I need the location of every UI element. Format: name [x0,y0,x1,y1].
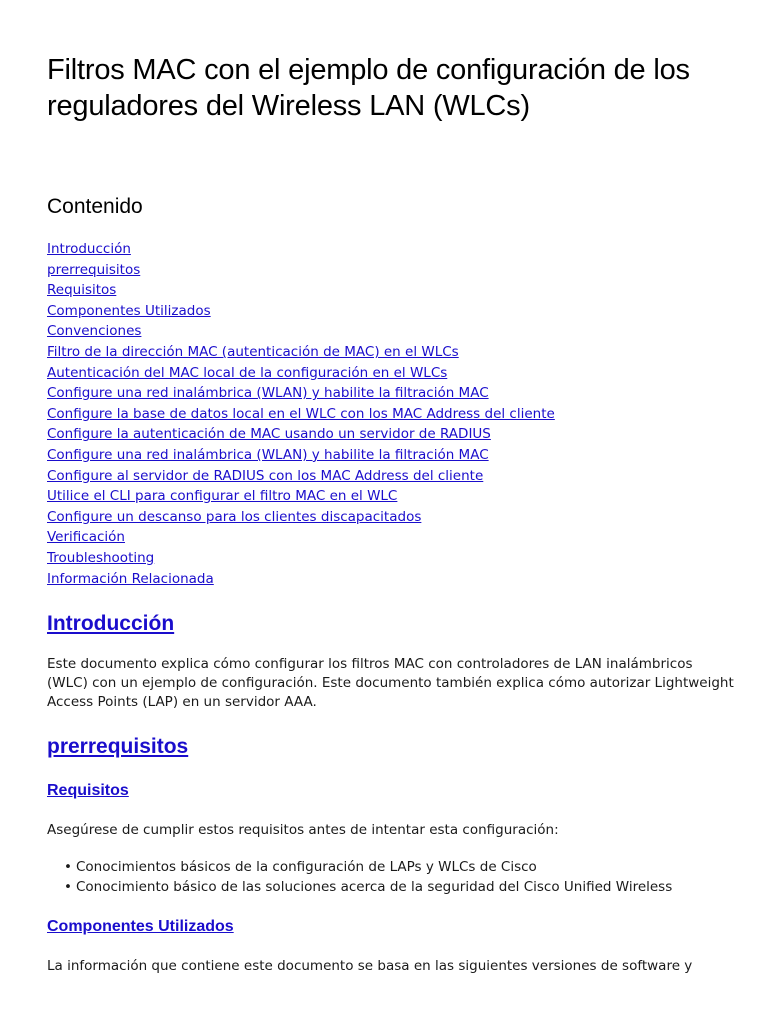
toc-item [47,383,555,404]
requisitos-paragraph: Asegúrese de cumplir estos requisitos antes de intentar esta configuración: [47,822,559,838]
table-of-contents [47,239,555,589]
list-item-text: Conocimientos básicos de la configuración de LAPs y WLCs de Cisco [76,859,537,875]
toc-link-convenciones[interactable]: Convenciones [47,323,142,340]
toc-link-requisitos[interactable]: Requisitos [47,282,117,299]
toc-item [47,239,555,260]
toc-item [47,404,555,425]
toc-link-verificacion[interactable]: Verificación [47,529,125,546]
toc-item [47,301,555,322]
toc-item [47,260,555,281]
toc-item [47,569,555,590]
introduccion-paragraph: Este documento explica cómo configurar los filtros MAC con controladores de LAN inalámbricos (WLC) con un ejemplo de configuración. Este documento también explica cómo autorizar Lightweight Access Points (LAP) en un servidor AAA. [47,656,734,710]
componentes-heading-link[interactable]: Componentes Utilizados [47,918,234,935]
section-heading-prerrequisitos [47,733,188,761]
toc-item [47,321,555,342]
section-heading-introduccion [47,610,174,638]
toc-link-introduccion[interactable]: Introducción [47,241,131,257]
list-item [47,857,672,877]
toc-link-configure-wlan-1[interactable]: Configure una red inalámbrica (WLAN) y habilite la filtración MAC [47,385,489,402]
toc-link-prerrequisitos[interactable]: prerrequisitos [47,261,141,278]
toc-item [47,548,555,569]
toc-link-autenticacion-local[interactable]: Autenticación del MAC local de la configuración en el WLCs [47,364,448,381]
toc-link-descanso[interactable]: Configure un descanso para los clientes discapacitados [47,508,422,525]
toc-link-troubleshooting[interactable]: Troubleshooting [47,549,155,566]
introduccion-heading-link[interactable]: Introducción [47,612,175,635]
document-title: Filtros MAC con el ejemplo de configuración de los reguladores del Wireless LAN (WLCs) [47,54,690,122]
toc-link-cli-filtro[interactable]: Utilice el CLI para configurar el filtro MAC en el WLC [47,488,398,505]
toc-item [47,486,555,507]
toc-link-filtro-mac[interactable]: Filtro de la dirección MAC (autenticación de MAC) en el WLCs [47,343,459,360]
bullet-icon: • [64,879,72,895]
toc-item [47,445,555,466]
section-heading-requisitos [47,780,129,802]
prerrequisitos-heading-link[interactable]: prerrequisitos [47,735,189,758]
componentes-paragraph: La información que contiene este documento se basa en las siguientes versiones de software y [47,958,693,974]
toc-item [47,424,555,445]
toc-link-autenticacion-radius[interactable]: Configure la autenticación de MAC usando un servidor de RADIUS [47,426,491,443]
toc-heading: Contenido [47,195,143,218]
toc-item [47,466,555,487]
toc-item [47,363,555,384]
toc-item [47,280,555,301]
toc-link-base-datos-local[interactable]: Configure la base de datos local en el WLC con los MAC Address del cliente [47,405,555,422]
bullet-icon: • [64,859,72,875]
toc-link-servidor-radius[interactable]: Configure al servidor de RADIUS con los MAC Address del cliente [47,467,484,484]
toc-link-configure-wlan-2[interactable]: Configure una red inalámbrica (WLAN) y habilite la filtración MAC [47,446,489,463]
toc-item [47,507,555,528]
toc-link-componentes[interactable]: Componentes Utilizados [47,302,211,319]
list-item-text: Conocimiento básico de las soluciones acerca de la seguridad del Cisco Unified Wireless [76,879,673,895]
toc-item [47,342,555,363]
requisitos-bullet-list [47,857,672,897]
list-item [47,877,672,897]
toc-item [47,527,555,548]
toc-link-informacion[interactable]: Información Relacionada [47,570,214,587]
section-heading-componentes [47,916,234,938]
requisitos-heading-link[interactable]: Requisitos [47,782,129,799]
